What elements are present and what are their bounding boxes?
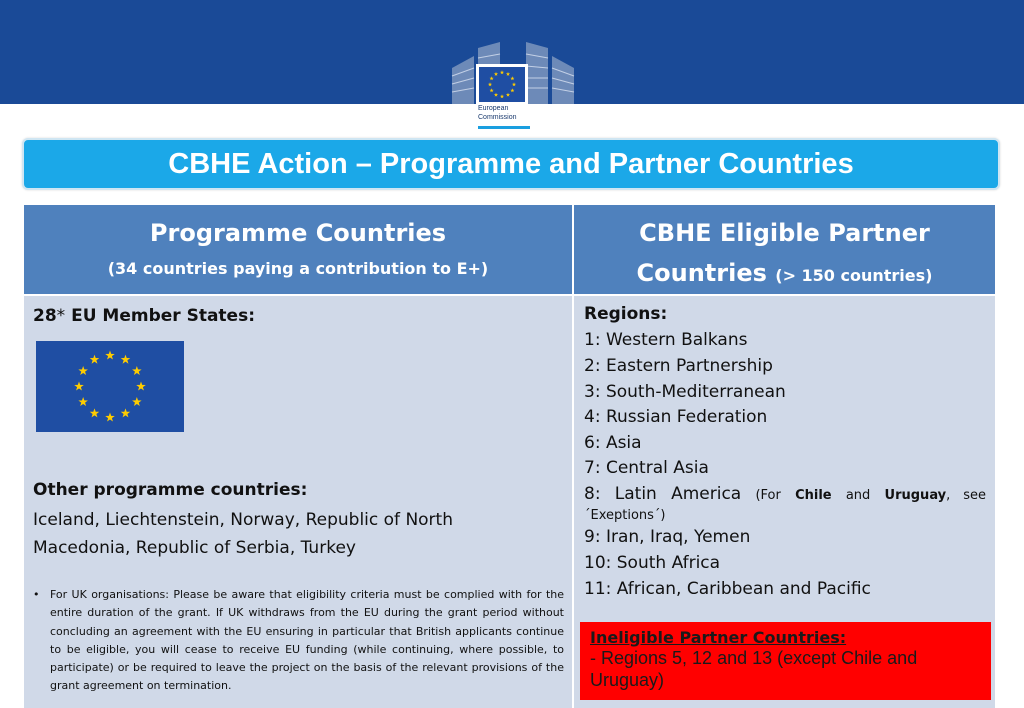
other-programme-countries-heading: Other programme countries: <box>33 480 308 500</box>
eu-member-states-heading: 28* EU Member States: <box>33 306 256 326</box>
programme-header-title: Programme Countries <box>149 219 447 247</box>
region-item: 11: African, Caribbean and Pacific <box>584 579 871 599</box>
region-item-latin-america: 8: Latin America (For Chile and Uruguay, see <box>584 484 987 504</box>
partner-header-line2: Countries (> 150 countries) <box>636 259 933 287</box>
star-icon <box>90 408 100 417</box>
bullet-icon: • <box>33 588 40 601</box>
star-icon <box>132 366 142 375</box>
star-icon <box>90 355 100 364</box>
ineligible-regions-text: - Regions 5, 12 and 13 (except Chile and Uruguay) <box>590 648 918 690</box>
star-icon <box>105 351 115 360</box>
star-icon <box>121 355 131 364</box>
partner-header-count: (> 150 countries) <box>775 266 933 285</box>
star-icon <box>78 366 88 375</box>
logo-underline <box>478 126 530 129</box>
region-item: 2: Eastern Partnership <box>584 356 773 376</box>
region-item: 6: Asia <box>584 433 642 453</box>
programme-countries-cell <box>24 296 572 708</box>
programme-countries-header <box>24 205 572 294</box>
regions-heading: Regions: <box>584 304 668 324</box>
region-item: 7: Central Asia <box>584 458 709 478</box>
partner-header-title: CBHE Eligible Partner <box>639 219 930 247</box>
slide-title: CBHE Action – Programme and Partner Countries <box>168 147 854 180</box>
star-icon <box>121 408 131 417</box>
other-programme-countries-list: Iceland, Liechtenstein, Norway, Republic of North Macedonia, Republic of Serbia, Turkey <box>33 510 453 558</box>
star-icon <box>78 397 88 406</box>
star-icon <box>74 382 84 391</box>
star-icon <box>105 413 115 422</box>
region-item: 9: Iran, Iraq, Yemen <box>584 527 751 547</box>
ineligible-partner-countries-box <box>580 622 991 700</box>
eu-flag-image <box>36 341 184 432</box>
region-item: 1: Western Balkans <box>584 330 748 350</box>
ineligible-heading: Ineligible Partner Countries: <box>590 628 847 647</box>
star-icon <box>132 397 142 406</box>
region-item: 3: South-Mediterranean <box>584 382 786 402</box>
star-icon <box>136 382 146 391</box>
logo-wordmark: European Commission <box>478 105 517 121</box>
partner-countries-header <box>574 205 995 294</box>
exeptions-note: ´Exeptions´) <box>584 508 666 523</box>
slide-title-bar <box>22 138 1000 190</box>
uk-organisations-note: For UK organisations: Please be aware that eligibility criteria must be complied with for the entire duration of the grant. If UK withdraws from the EU during the grant period without concluding an agreement with the EU ensuring in particular that British applicants continue to be eligible, you will cease to receive EU funding (while continuing, where possible, to participate) or be required to leave the project on the basis of the relevant provisions of the grant agreement on termination. <box>50 588 564 693</box>
programme-header-subtitle: (34 countries paying a contribution to E+) <box>107 259 489 278</box>
region-item: 10: South Africa <box>584 553 721 573</box>
region-item: 4: Russian Federation <box>584 407 768 427</box>
